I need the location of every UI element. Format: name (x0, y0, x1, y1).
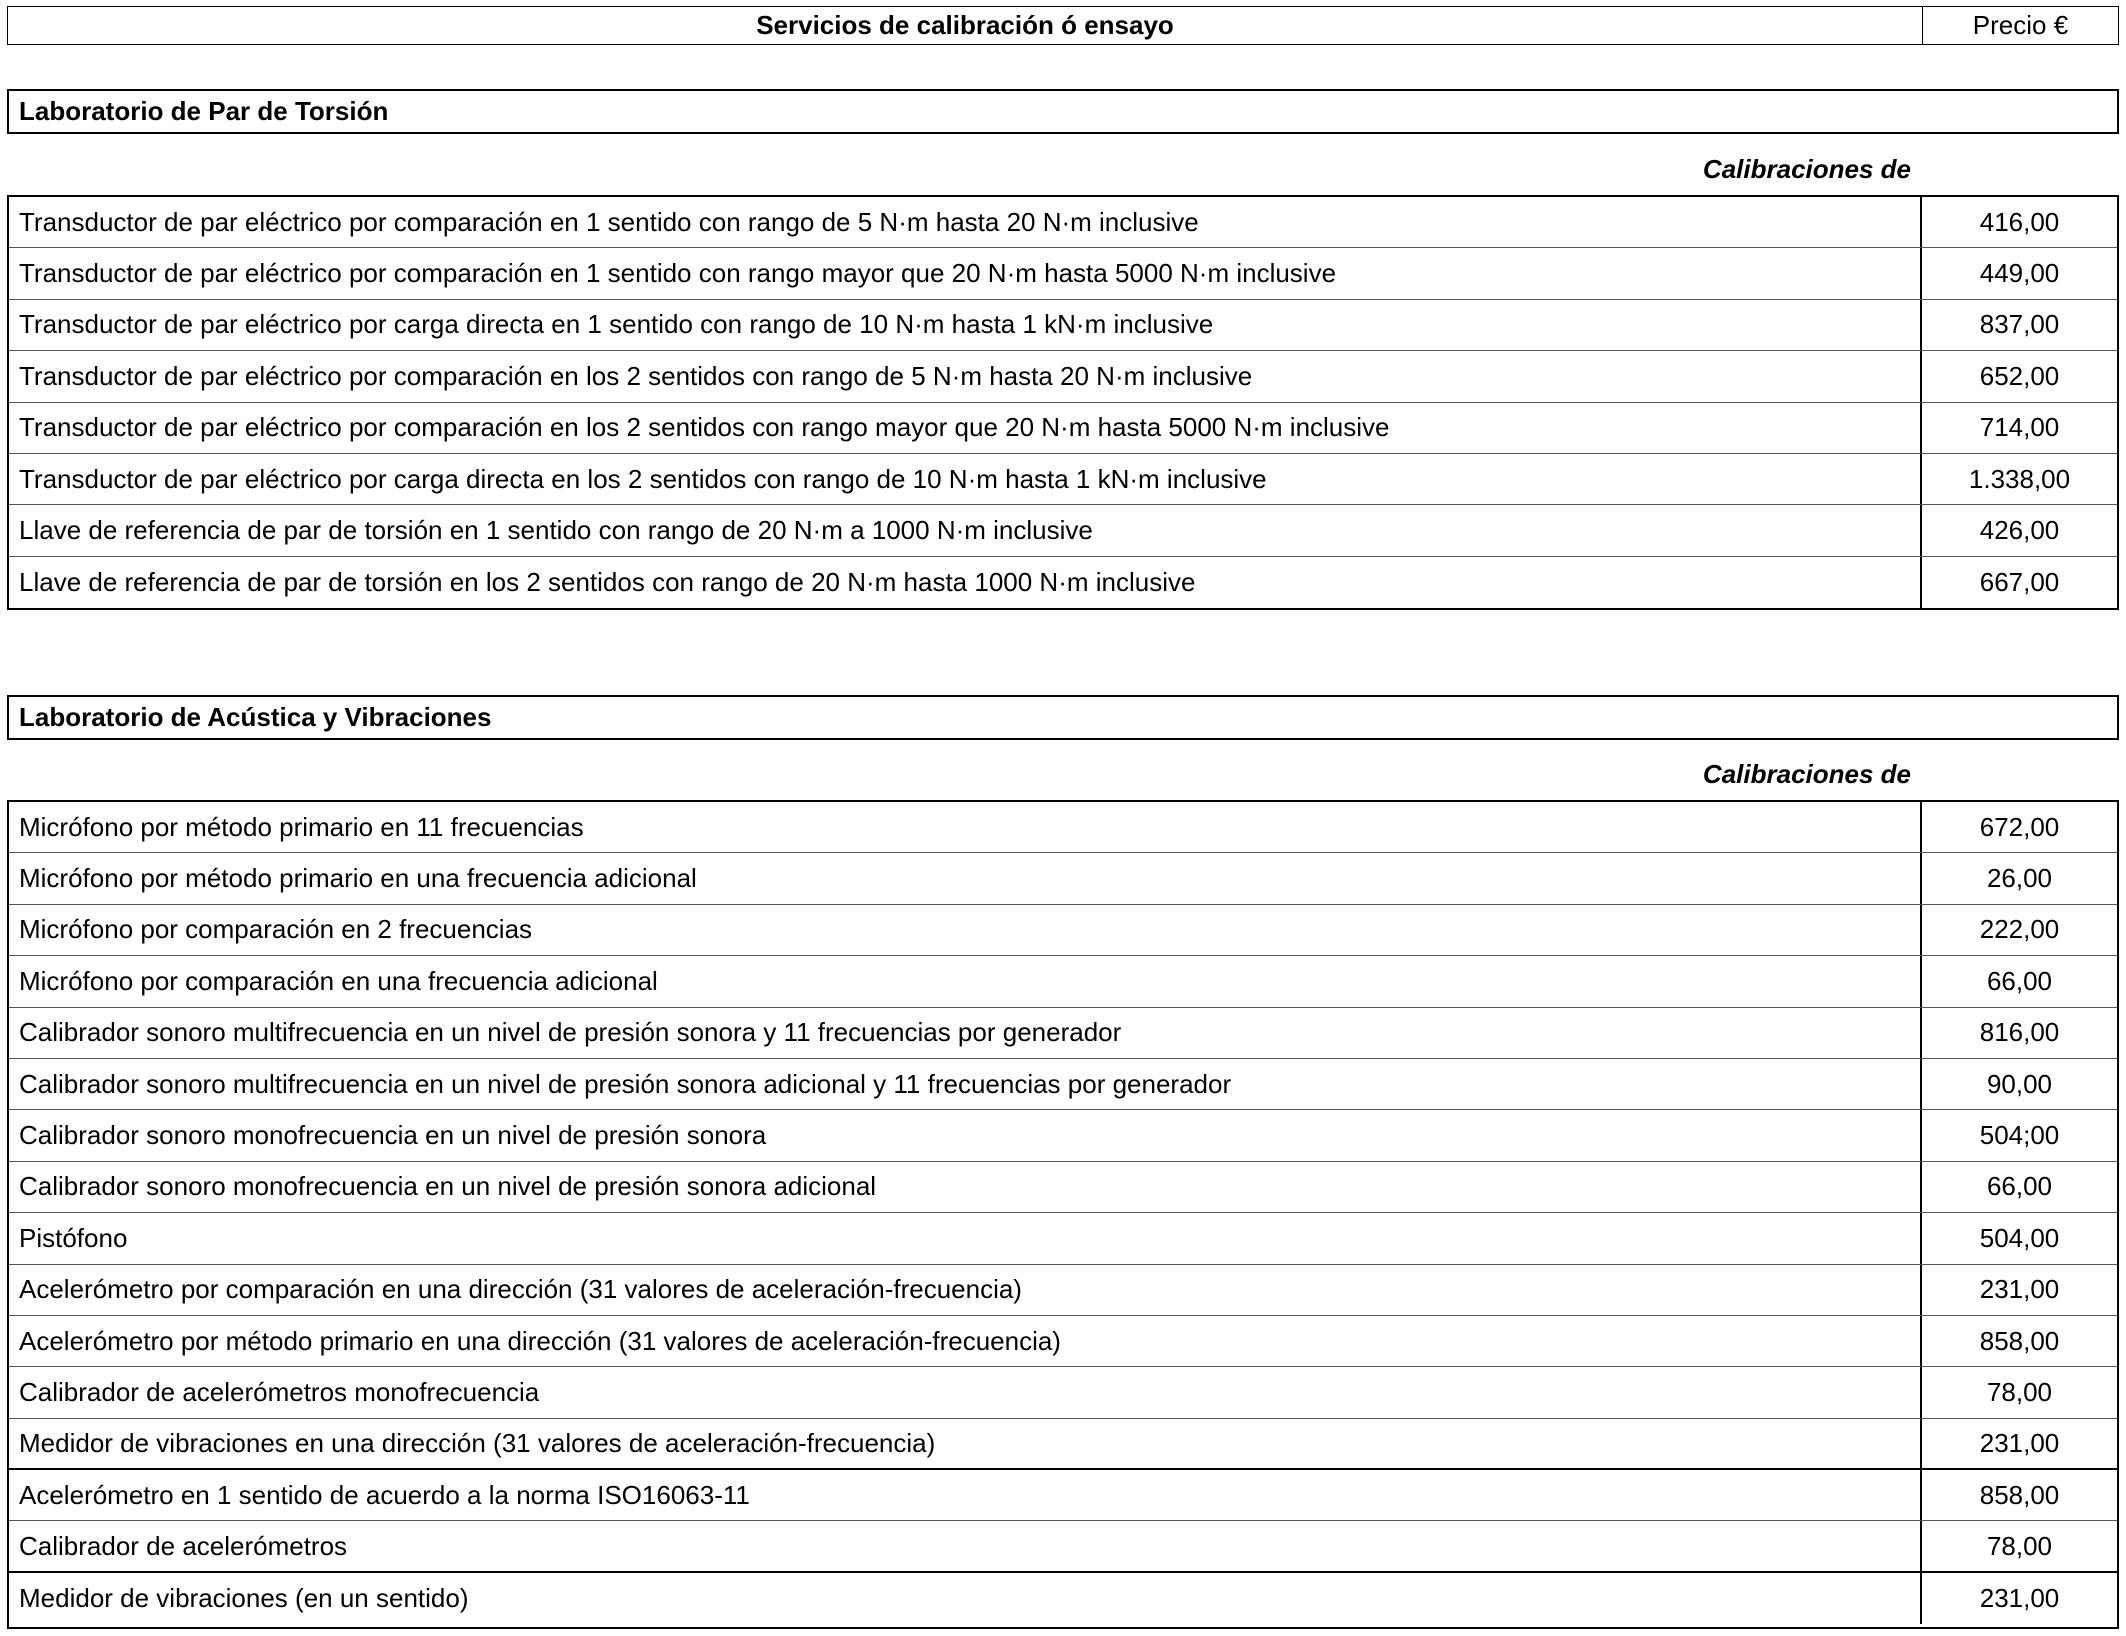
table-row (9, 1470, 2117, 1521)
row-description: Acelerómetro por método primario en una dirección (31 valores de aceleración-frecuencia) (9, 1316, 1922, 1366)
section-title-torsion: Laboratorio de Par de Torsión (7, 89, 2119, 134)
row-description: Calibrador de acelerómetros monofrecuencia (9, 1367, 1922, 1417)
table-row (9, 454, 2117, 505)
row-price: 652,00 (1979, 360, 2060, 391)
header-title: Servicios de calibración ó ensayo (8, 7, 1923, 44)
table-row (9, 505, 2117, 556)
row-price: 858,00 (1979, 1325, 2060, 1356)
section-subtitle-torsion: Calibraciones de (1702, 154, 1911, 184)
table-row (9, 956, 2117, 1007)
row-price: 231,00 (1979, 1583, 2060, 1614)
document-header (7, 6, 2119, 45)
table-row (9, 853, 2117, 904)
table-row (9, 1316, 2117, 1367)
row-price: 504;00 (1979, 1120, 2060, 1151)
row-description: Medidor de vibraciones en una dirección (31 valores de aceleración-frecuencia) (9, 1419, 1922, 1468)
row-description: Micrófono por comparación en una frecuencia adicional (9, 956, 1922, 1006)
section-title-acoustics: Laboratorio de Acústica y Vibraciones (7, 695, 2119, 740)
row-price: 231,00 (1979, 1427, 2060, 1458)
row-price: 416,00 (1979, 206, 2060, 237)
row-description: Llave de referencia de par de torsión en los 2 sentidos con rango de 20 N·m hasta 1000 N·m inclusive (9, 557, 1922, 608)
row-price: 222,00 (1979, 914, 2060, 945)
row-price: 66,00 (1986, 965, 2053, 996)
table-row (9, 1419, 2117, 1470)
row-price: 78,00 (1986, 1376, 2053, 1407)
section-subtitle-acoustics: Calibraciones de (1702, 759, 1911, 789)
row-description: Calibrador sonoro monofrecuencia en un nivel de presión sonora (9, 1110, 1922, 1160)
row-price: 858,00 (1979, 1479, 2060, 1510)
table-row (9, 1059, 2117, 1110)
row-price: 26,00 (1986, 863, 2053, 894)
row-description: Micrófono por método primario en 11 frecuencias (9, 802, 1922, 852)
row-price: 504,00 (1979, 1222, 2060, 1253)
row-description: Micrófono por comparación en 2 frecuencias (9, 905, 1922, 955)
table-row (9, 1573, 2117, 1624)
row-price: 449,00 (1979, 258, 2060, 289)
acoustics-price-table (7, 800, 2119, 1629)
row-description: Transductor de par eléctrico por comparación en 1 sentido con rango de 5 N·m hasta 20 N·m inclusive (9, 197, 1922, 247)
row-description: Micrófono por método primario en una frecuencia adicional (9, 853, 1922, 903)
row-price: 66,00 (1986, 1171, 2053, 1202)
table-row (9, 351, 2117, 402)
table-row (9, 1162, 2117, 1213)
row-description: Transductor de par eléctrico por carga directa en los 2 sentidos con rango de 10 N·m hasta 1 kN·m inclusive (9, 454, 1922, 504)
table-row (9, 1110, 2117, 1161)
row-price: 672,00 (1979, 811, 2060, 842)
table-row (9, 403, 2117, 454)
row-description: Pistófono (9, 1213, 1922, 1263)
table-row (9, 1521, 2117, 1572)
row-description: Calibrador sonoro multifrecuencia en un nivel de presión sonora y 11 frecuencias por generador (9, 1008, 1922, 1058)
table-row (9, 1008, 2117, 1059)
row-description: Transductor de par eléctrico por comparación en los 2 sentidos con rango de 5 N·m hasta 20 N·m inclusive (9, 351, 1922, 401)
table-row (9, 300, 2117, 351)
table-row (9, 905, 2117, 956)
row-description: Transductor de par eléctrico por carga directa en 1 sentido con rango de 10 N·m hasta 1 kN·m inclusive (9, 300, 1922, 350)
table-row (9, 197, 2117, 248)
torsion-price-table (7, 195, 2119, 610)
row-price: 90,00 (1986, 1068, 2053, 1099)
table-row (9, 1213, 2117, 1264)
row-price: 667,00 (1979, 566, 2060, 597)
row-price: 1.338,00 (1968, 463, 2071, 494)
row-description: Calibrador sonoro monofrecuencia en un nivel de presión sonora adicional (9, 1162, 1922, 1212)
table-row (9, 557, 2117, 608)
table-row (9, 1265, 2117, 1316)
row-description: Acelerómetro en 1 sentido de acuerdo a la norma ISO16063-11 (9, 1470, 1922, 1520)
row-description: Calibrador de acelerómetros (9, 1521, 1922, 1570)
row-price: 714,00 (1979, 412, 2060, 443)
row-price: 837,00 (1979, 309, 2060, 340)
row-description: Transductor de par eléctrico por comparación en los 2 sentidos con rango mayor que 20 N·m hasta 5000 N·m inclusive (9, 403, 1922, 453)
row-description: Acelerómetro por comparación en una dirección (31 valores de aceleración-frecuencia) (9, 1265, 1922, 1315)
table-row (9, 248, 2117, 299)
row-price: 426,00 (1979, 515, 2060, 546)
row-price: 78,00 (1986, 1530, 2053, 1561)
row-description: Calibrador sonoro multifrecuencia en un nivel de presión sonora adicional y 11 frecuencias por generador (9, 1059, 1922, 1109)
row-description: Llave de referencia de par de torsión en 1 sentido con rango de 20 N·m a 1000 N·m inclusive (9, 505, 1922, 555)
table-row (9, 802, 2117, 853)
row-price: 231,00 (1979, 1274, 2060, 1305)
row-price: 816,00 (1979, 1017, 2060, 1048)
row-description: Medidor de vibraciones (en un sentido) (9, 1573, 1922, 1624)
table-row (9, 1367, 2117, 1418)
row-description: Transductor de par eléctrico por comparación en 1 sentido con rango mayor que 20 N·m hasta 5000 N·m inclusive (9, 248, 1922, 298)
header-price-label: Precio € (1972, 10, 2069, 40)
